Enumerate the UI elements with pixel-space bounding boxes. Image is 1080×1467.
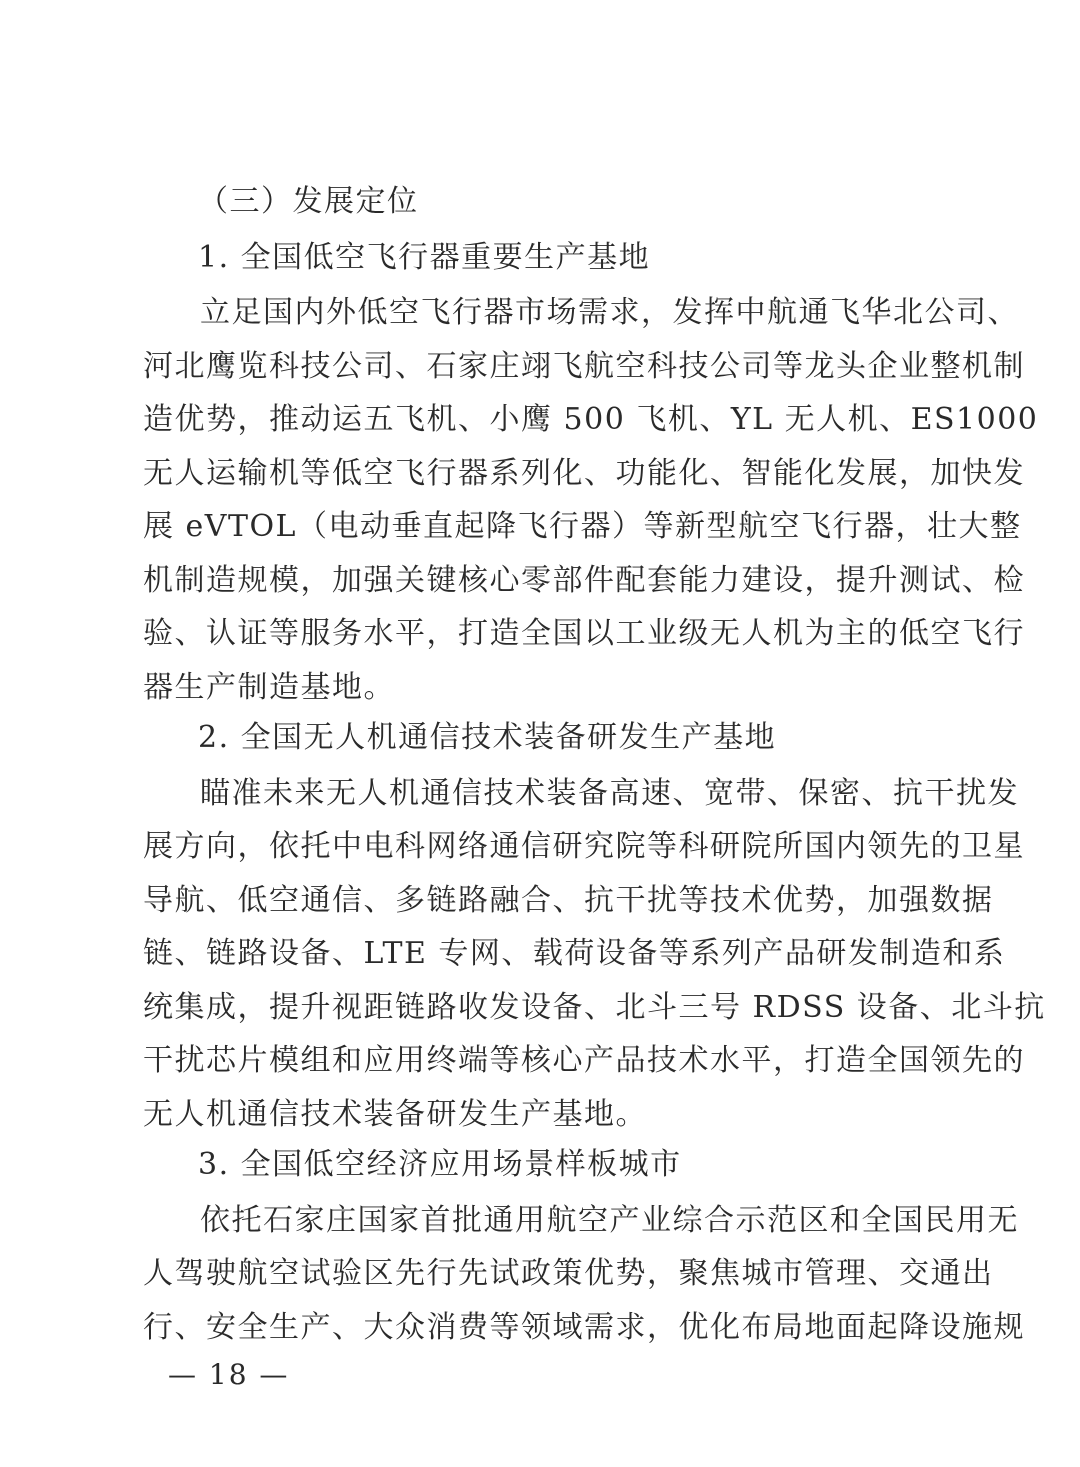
paragraph-line: 展方向，依托中电科网络通信研究院等科研院所国内领先的卫星 [143, 829, 1025, 864]
paragraph-line: 无人运输机等低空飞行器系列化、功能化、智能化发展，加快发 [143, 456, 1025, 491]
paragraph-line: 依托石家庄国家首批通用航空产业综合示范区和全国民用无 [200, 1203, 1019, 1238]
paragraph-line: 造优势，推动运五飞机、小鹰 500 飞机、YL 无人机、ES1000 [143, 402, 1039, 437]
item-title-1: 1. 全国低空飞行器重要生产基地 [198, 240, 651, 275]
paragraph-line: 展 eVTOL（电动垂直起降飞行器）等新型航空飞行器，壮大整 [143, 509, 1022, 544]
paragraph-line: 导航、低空通信、多链路融合、抗干扰等技术优势，加强数据 [143, 883, 994, 918]
paragraph-line: 立足国内外低空飞行器市场需求，发挥中航通飞华北公司、 [200, 295, 1019, 330]
paragraph-line: 河北鹰览科技公司、石家庄翊飞航空科技公司等龙头企业整机制 [143, 349, 1025, 384]
paragraph-line: 干扰芯片模组和应用终端等核心产品技术水平，打造全国领先的 [143, 1043, 1025, 1078]
paragraph-line: 人驾驶航空试验区先行先试政策优势，聚焦城市管理、交通出 [143, 1256, 994, 1291]
paragraph-line: 验、认证等服务水平，打造全国以工业级无人机为主的低空飞行 [143, 616, 1025, 651]
paragraph-line: 链、链路设备、LTE 专网、载荷设备等系列产品研发制造和系 [143, 936, 1006, 971]
page-number: — 18 — [168, 1358, 290, 1391]
item-title-3: 3. 全国低空经济应用场景样板城市 [198, 1147, 682, 1182]
paragraph-line: 器生产制造基地。 [143, 670, 395, 705]
paragraph-line: 无人机通信技术装备研发生产基地。 [143, 1097, 647, 1132]
paragraph-line: 统集成，提升视距链路收发设备、北斗三号 RDSS 设备、北斗抗 [143, 990, 1046, 1025]
item-title-2: 2. 全国无人机通信技术装备研发生产基地 [198, 720, 777, 755]
paragraph-line: 机制造规模，加强关键核心零部件配套能力建设，提升测试、检 [143, 563, 1025, 598]
section-heading: （三）发展定位 [198, 184, 419, 219]
paragraph-line: 行、安全生产、大众消费等领域需求，优化布局地面起降设施规 [143, 1310, 1025, 1345]
paragraph-line: 瞄准未来无人机通信技术装备高速、宽带、保密、抗干扰发 [200, 776, 1019, 811]
